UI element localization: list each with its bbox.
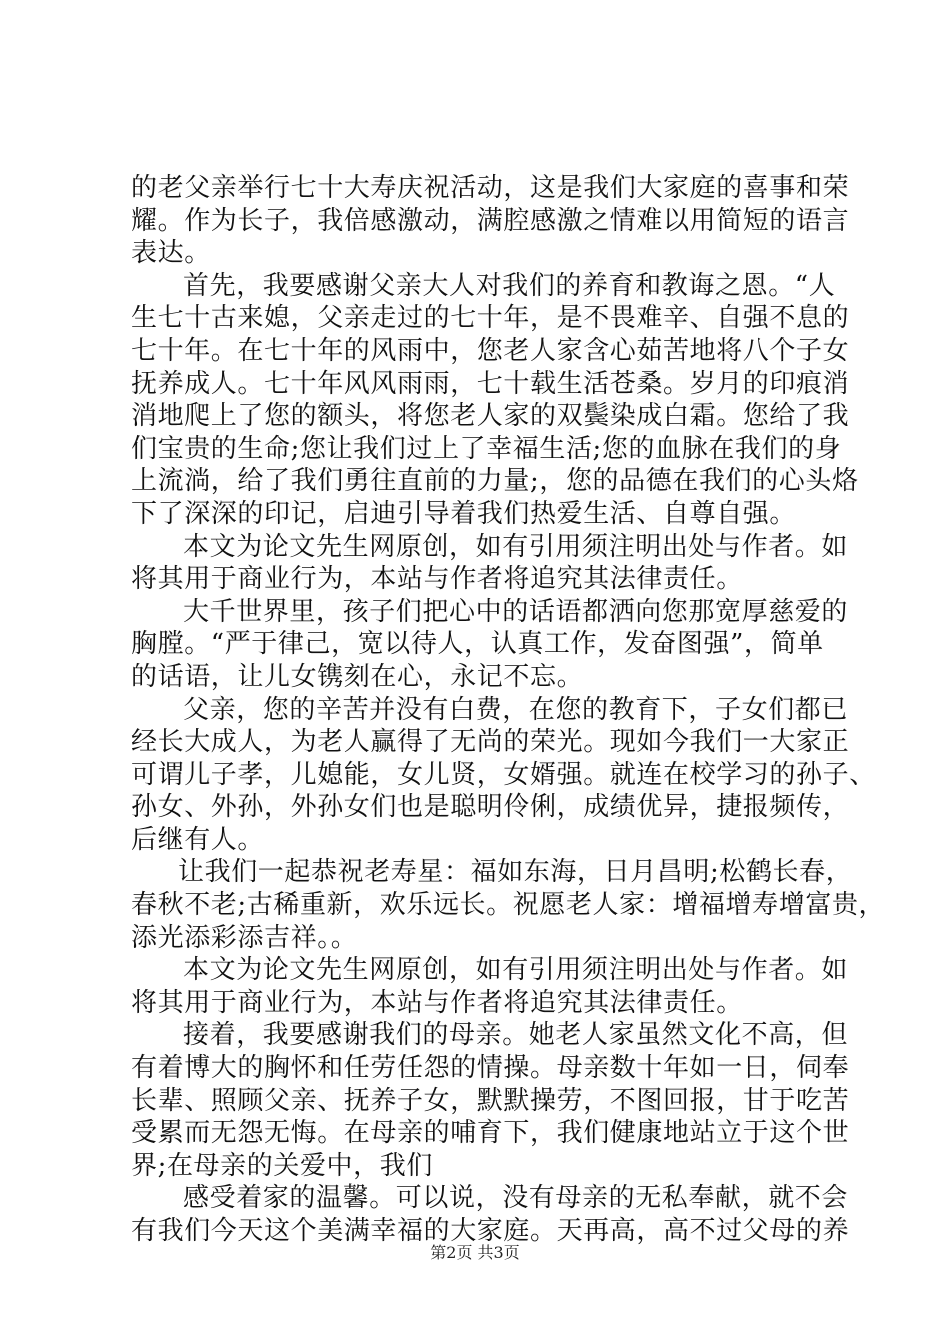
text-line: 有着博大的胸怀和任劳任怨的情操。母亲数十年如一日，伺奉 [131, 1053, 850, 1084]
paragraph-start-line: 父亲，您的辛苦并没有白费，在您的教育下，子女们都已 [183, 694, 849, 725]
text-line: 七十年。在七十年的风雨中，您老人家含心茹苦地将八个子女 [131, 335, 850, 366]
text-line: 经长大成人，为老人赢得了无尚的荣光。现如今我们一大家正 [131, 727, 850, 758]
text-line: 添光添彩添吉祥。。 [131, 922, 358, 953]
paragraph-start-line: 大千世界里，孩子们把心中的话语都洒向您那宽厚慈爱的 [183, 596, 849, 627]
text-line: 消地爬上了您的额头，将您老人家的双鬓染成白霜。您给了我 [131, 401, 850, 432]
text-line: 的话语，让儿女镌刻在心，永记不忘。 [131, 661, 584, 692]
paragraph-start-line: 接着，我要感谢我们的母亲。她老人家虽然文化不高，但 [183, 1020, 849, 1051]
text-line: 耀。作为长子，我倍感激动，满腔感激之情难以用简短的语言 [131, 205, 850, 236]
text-line: 春秋不老;古稀重新，欢乐远长。祝愿老人家：增福增寿增富贵， [131, 890, 886, 921]
paragraph-start-line: 感受着家的温馨。可以说，没有母亲的无私奉献，就不会 [183, 1183, 849, 1214]
text-line: 后继有人。 [131, 824, 265, 855]
text-line: 受累而无怨无悔。在母亲的哺育下，我们健康地站立于这个世 [131, 1118, 850, 1149]
text-line: 下了深深的印记，启迪引导着我们热爱生活、自尊自强。 [131, 498, 797, 529]
text-line: 上流淌，给了我们勇往直前的力量;，您的品德在我们的心头烙 [131, 466, 859, 497]
paragraph-start-line: 本文为论文先生网原创，如有引用须注明出处与作者。如 [183, 531, 849, 562]
text-line: 生七十古来媳，父亲走过的七十年，是不畏难辛、自强不息的 [131, 303, 850, 334]
page-number-footer: 第2页 共3页 [430, 1243, 520, 1262]
text-line: 界;在母亲的关爱中，我们 [131, 1150, 433, 1181]
text-line: 们宝贵的生命;您让我们过上了幸福生活;您的血脉在我们的身 [131, 433, 842, 464]
text-line: 的老父亲举行七十大寿庆祝活动，这是我们大家庭的喜事和荣 [131, 173, 850, 203]
paragraph-start-line: 首先，我要感谢父亲大人对我们的养育和教诲之恩。“人 [183, 270, 836, 301]
text-line: 表达。 [131, 238, 211, 269]
text-line: 长辈、照顾父亲、抚养子女，默默操劳，不图回报，甘于吃苦 [131, 1085, 850, 1116]
text-line: 孙女、外孙，外孙女们也是聪明伶俐，成绩优异，捷报频传， [131, 792, 850, 823]
paragraph-start-line: 让我们一起恭祝老寿星：福如东海，日月昌明;松鹤长春， [178, 857, 853, 888]
text-line: 将其用于商业行为，本站与作者将追究其法律责任。 [131, 987, 743, 1018]
text-line: 可谓儿子孝，儿媳能，女儿贤，女婿强。就连在校学习的孙子、 [131, 759, 876, 790]
text-line: 胸膛。“严于律己，宽以待人，认真工作，发奋图强”，简单 [131, 629, 824, 660]
document-body [131, 172, 886, 1248]
paragraph-start-line: 本文为论文先生网原创，如有引用须注明出处与作者。如 [183, 955, 849, 986]
text-line: 将其用于商业行为，本站与作者将追究其法律责任。 [131, 564, 743, 595]
text-line: 有我们今天这个美满幸福的大家庭。天再高，高不过父母的养 [131, 1216, 850, 1246]
text-line: 抚养成人。七十年风风雨雨，七十载生活苍桑。岁月的印痕消 [131, 368, 850, 399]
